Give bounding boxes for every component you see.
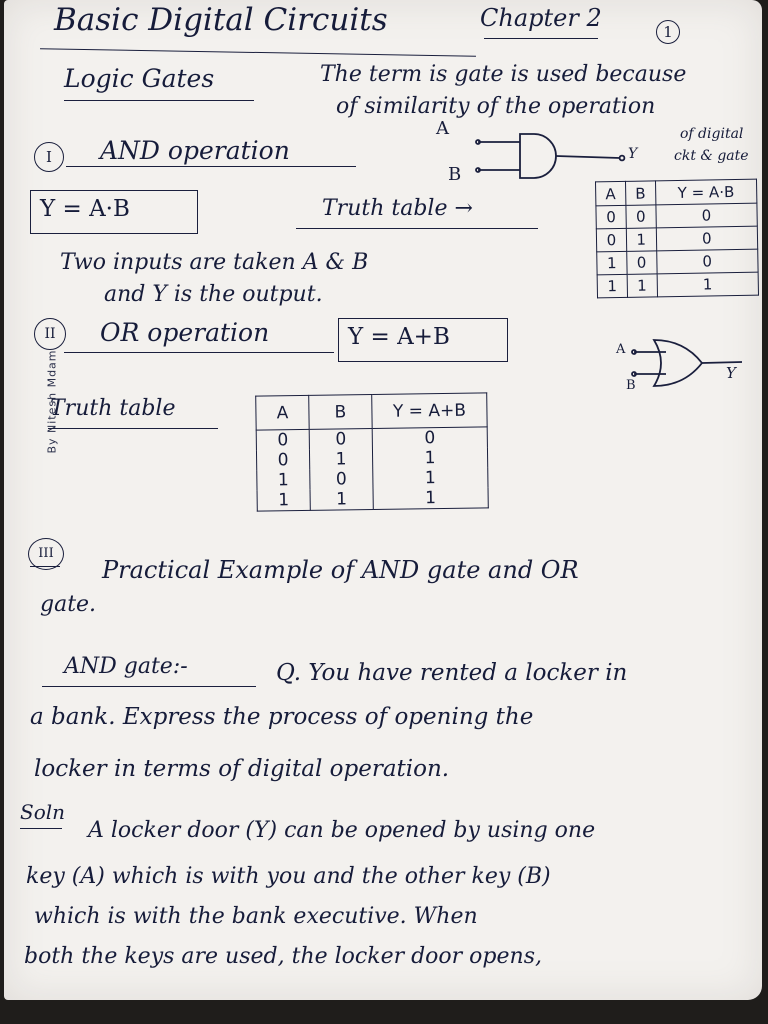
or-heading: OR operation	[100, 318, 270, 347]
or-gate-input-a: A	[616, 342, 626, 357]
table-cell: 0	[372, 427, 487, 449]
or-truth-table	[255, 392, 489, 511]
question-line-2: a bank. Express the process of opening the	[30, 704, 534, 730]
chapter-label: Chapter 2	[480, 4, 602, 32]
practical-number-underline	[30, 566, 60, 567]
and-gate-label-underline	[42, 686, 256, 687]
table-cell: 0	[596, 205, 626, 229]
table-cell: 1	[657, 272, 759, 297]
table-cell: 0	[626, 205, 656, 229]
and-equation: Y = A·B	[40, 196, 130, 222]
intro-line-1: The term is gate is used because	[320, 62, 687, 87]
page-number: 1	[656, 20, 680, 44]
practical-heading-2: gate.	[40, 592, 97, 617]
and-heading: AND operation	[100, 136, 290, 165]
table-cell: 1	[373, 467, 488, 489]
table-header: B	[625, 181, 655, 206]
notebook-page	[4, 0, 762, 1000]
table-cell: 0	[656, 249, 758, 274]
and-gate-output-y: Y	[628, 146, 638, 162]
solution-line-1: A locker door (Y) can be opened by using one	[88, 818, 596, 843]
and-desc-1: Two inputs are taken A & B	[60, 250, 369, 275]
question-line-1: Q. You have rented a locker in	[276, 660, 628, 686]
and-gate-label: AND gate:-	[64, 654, 188, 679]
or-truth-underline	[48, 428, 218, 429]
table-row	[257, 487, 488, 511]
and-truth-label: Truth table →	[322, 196, 473, 221]
table-cell: 1	[309, 449, 372, 470]
table-cell: 1	[597, 251, 627, 275]
table-cell: 0	[309, 428, 372, 449]
table-header: B	[309, 394, 372, 429]
or-equation: Y = A+B	[348, 324, 450, 350]
practical-section-number: III	[28, 538, 64, 570]
table-cell: 1	[597, 274, 627, 298]
intro-line-2: of similarity of the operation	[336, 94, 656, 119]
and-section-number: I	[34, 142, 64, 172]
or-gate-input-b: B	[626, 378, 636, 393]
table-cell: 1	[310, 489, 373, 510]
and-gate-input-a: A	[436, 118, 449, 139]
table-cell: 1	[627, 274, 657, 298]
table-header: Y = A+B	[372, 393, 487, 429]
table-cell: 1	[257, 490, 310, 511]
table-cell: 0	[656, 226, 758, 251]
or-gate-output-y: Y	[726, 364, 736, 382]
and-desc-2: and Y is the output.	[104, 282, 323, 307]
intro-note-2: ckt & gate	[674, 148, 749, 164]
table-cell: 1	[373, 487, 488, 509]
table-cell: 1	[372, 447, 487, 469]
table-cell: 1	[257, 470, 310, 491]
and-gate-input-b: B	[448, 164, 462, 185]
table-cell: 0	[596, 228, 626, 252]
table-cell: 0	[656, 203, 758, 228]
table-cell: 0	[256, 450, 309, 471]
practical-heading-1: Practical Example of AND gate and OR	[102, 556, 579, 584]
table-cell: 0	[310, 469, 373, 490]
table-header: A	[596, 181, 626, 206]
table-cell: 0	[626, 251, 656, 275]
solution-line-4: both the keys are used, the locker door opens,	[24, 944, 542, 969]
table-header: A	[256, 395, 309, 430]
logic-gates-heading: Logic Gates	[64, 64, 215, 93]
solution-line-2: key (A) which is with you and the other key (B)	[26, 864, 551, 889]
question-line-3: locker in terms of digital operation.	[34, 756, 450, 782]
solution-label-underline	[20, 828, 62, 829]
table-header: Y = A·B	[655, 179, 757, 205]
solution-label: Soln	[20, 800, 66, 824]
intro-note-1: of digital	[680, 126, 744, 142]
table-cell: 0	[256, 429, 309, 450]
page-title: Basic Digital Circuits	[54, 2, 388, 38]
or-section-number: II	[34, 318, 66, 350]
solution-line-3: which is with the bank executive. When	[34, 904, 478, 929]
table-cell: 1	[626, 228, 656, 252]
or-truth-label: Truth table	[50, 396, 176, 421]
author-note: By Nitesh Mdam	[45, 349, 59, 454]
